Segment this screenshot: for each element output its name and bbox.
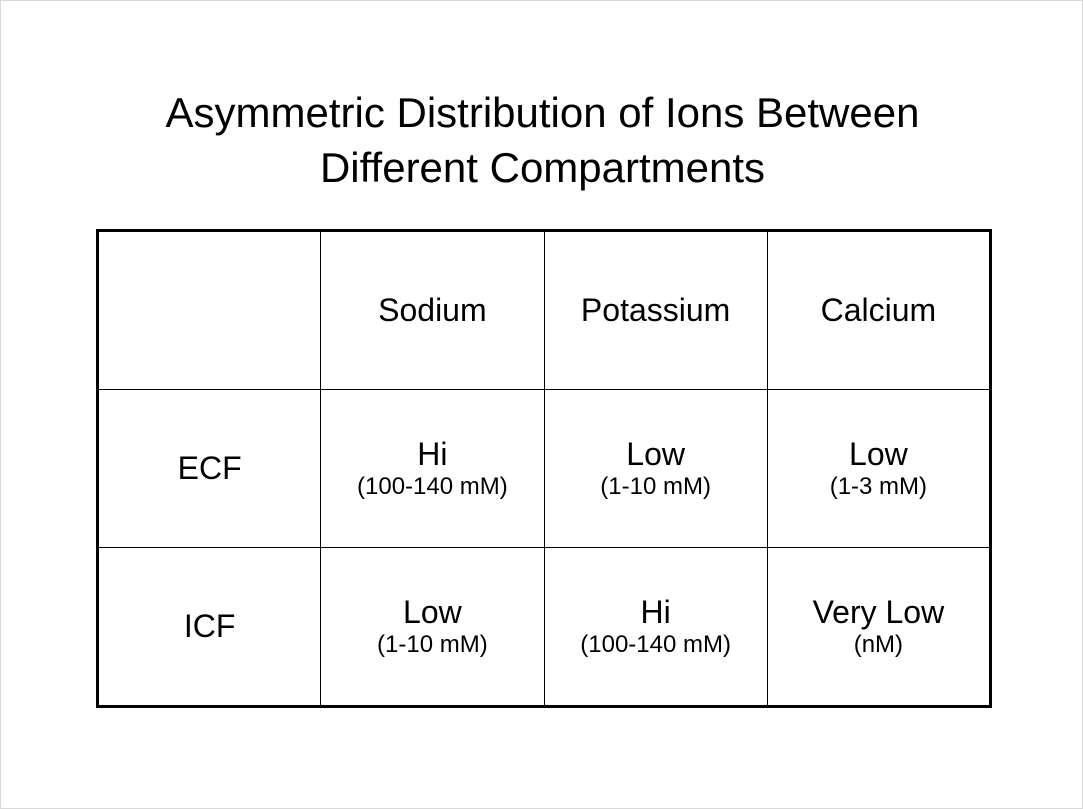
column-header-calcium: Calcium [767,231,990,390]
cell-ecf-calcium [767,390,990,548]
cell-range: (1-10 mM) [600,472,711,500]
cell-range: (100-140 mM) [580,630,731,658]
cell-level: Low [626,435,685,472]
row-label-icf: ICF [98,548,321,707]
column-header-potassium: Potassium [544,231,767,390]
cell-range: (1-10 mM) [377,630,488,658]
header-row [98,231,991,390]
row-label-ecf: ECF [98,390,321,548]
cell-level: Very Low [812,593,945,630]
cell-icf-calcium [767,548,990,707]
table-row-ecf [98,390,991,548]
table-row-icf [98,548,991,707]
slide-title [1,85,1083,195]
cell-icf-sodium [321,548,544,707]
cell-level: Hi [640,593,671,630]
cell-range: (1-3 mM) [829,472,928,500]
corner-cell [98,231,321,390]
cell-level: Hi [417,435,448,472]
cell-ecf-potassium [544,390,767,548]
cell-range: (100-140 mM) [357,472,508,500]
column-header-sodium: Sodium [321,231,544,390]
cell-level: Low [403,593,462,630]
title-line-1: Asymmetric Distribution of Ions Between [165,89,920,136]
title-line-2: Different Compartments [319,144,766,191]
cell-level: Low [849,435,908,472]
cell-icf-potassium [544,548,767,707]
ion-distribution-table [96,229,992,708]
cell-range: (nM) [853,630,904,658]
cell-ecf-sodium [321,390,544,548]
